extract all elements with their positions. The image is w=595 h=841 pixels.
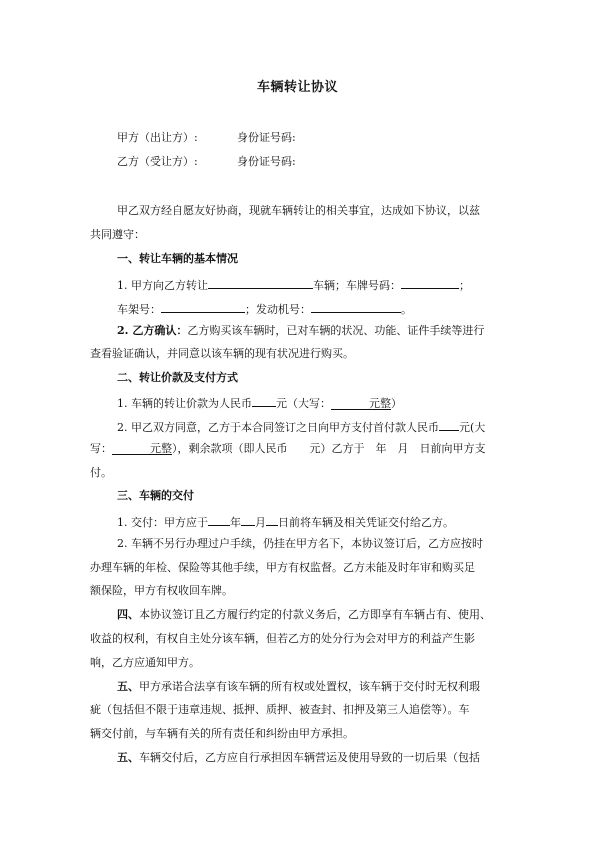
s2-p2-text-e: ），剩余款项（即人民币 元）乙方于 年 月 日前向甲方支 — [172, 442, 486, 455]
document-title: 车辆转让协议 — [256, 80, 338, 95]
s2-p1-text-b: 元（大写： — [276, 397, 331, 410]
s5-line-2: 疵（包括但不限于违章违规、抵押、质押、被查封、扣押及第三人追偿等）。车 — [90, 703, 470, 716]
s2-p1-text-c: 元整 — [369, 397, 391, 410]
party-a-label: 甲方（出让方）: — [117, 131, 198, 144]
s1-p1-line-2 — [117, 300, 510, 317]
s3-p1-text-a: 1. 交付：甲方应于 — [117, 516, 208, 529]
s2-p2-text-a: 2. 甲乙双方同意，乙方于本合同签订之日向甲方支付首付款人民币 — [117, 421, 439, 434]
s1-p1-text-a: 1. 甲方向乙方转让 — [117, 279, 208, 292]
s2-p2-text-b: 元(大 — [459, 421, 486, 434]
s4-text: 本协议签订且乙方履行约定的付款义务后，乙方即享有车辆占有、使用、 — [139, 608, 491, 621]
s2-p2-text-d: 元整 — [150, 442, 172, 455]
blank-price[interactable] — [252, 394, 276, 407]
blank-day[interactable] — [266, 513, 278, 526]
s4-line-2: 收益的权利，有权自主处分该车辆，但若乙方的处分行为会对甲方的利益产生影 — [90, 632, 475, 645]
s5-bold: 五、 — [117, 680, 139, 693]
blank-vehicle[interactable] — [208, 276, 313, 289]
s1-p2-line-1 — [117, 324, 510, 338]
blank-vin[interactable] — [161, 300, 245, 313]
s2-p2-line-2 — [90, 442, 510, 456]
s2-p2-line-3: 付。 — [90, 466, 112, 479]
blank-price-words[interactable] — [331, 397, 391, 410]
s1-p1-text-d: 车架号： — [117, 303, 161, 316]
section-2-heading: 二、转让价款及支付方式 — [117, 371, 238, 384]
party-a-id-label: 身份证号码: — [237, 131, 296, 144]
section-1-heading: 一、转让车辆的基本情况 — [117, 252, 238, 265]
s4-bold: 四、 — [117, 608, 139, 621]
s1-p2-bold: 2. 乙方确认： — [117, 324, 188, 337]
s1-p2-line-2: 查看验证确认，并同意以该车辆的现有状况进行购买。 — [90, 347, 354, 360]
s5-line-1 — [117, 680, 510, 694]
s2-p1-line — [117, 394, 510, 411]
s5-line-3: 辆交付前，与车辆有关的所有责任和纠纷由甲方承担。 — [90, 727, 354, 740]
blank-down-payment[interactable] — [439, 418, 459, 431]
s1-p1-text-c: ； — [459, 279, 470, 292]
intro-line-2: 共同遵守： — [90, 228, 145, 241]
s1-p1-text-e: ；发动机号： — [245, 303, 311, 316]
s5-text: 甲方承诺合法享有该车辆的所有权或处置权，该车辆于交付时无权利瑕 — [139, 680, 480, 693]
s6-line-1 — [117, 751, 510, 765]
s1-p1-line-1 — [117, 276, 510, 293]
s2-p2-line-1 — [117, 418, 510, 435]
s4-line-1 — [117, 608, 510, 622]
s3-p1-text-b: 年 — [230, 516, 241, 529]
s3-p2-line-3: 额保险，甲方有权收回车牌。 — [90, 584, 233, 597]
party-b-id-label: 身份证号码: — [237, 155, 296, 168]
blank-year[interactable] — [208, 513, 230, 526]
blank-engine-number[interactable] — [311, 300, 401, 313]
blank-plate-number[interactable] — [401, 276, 459, 289]
s3-p1-text-d: 日前将车辆及相关凭证交付给乙方。 — [278, 516, 454, 529]
s3-p1-line — [117, 513, 510, 530]
s1-p2-text: 乙方购买该车辆时，已对车辆的状况、功能、证件手续等进行 — [187, 324, 485, 337]
s3-p2-line-2: 办理车辆的年检、保险等其他手续，甲方有权监督。乙方未能及时年审和购买足 — [90, 561, 475, 574]
s6-text: 车辆交付后，乙方应自行承担因车辆营运及使用导致的一切后果（包括 — [139, 751, 480, 764]
party-b-line — [117, 155, 510, 169]
s2-p1-text-d: ） — [391, 397, 402, 410]
s2-p2-text-c: 写： — [90, 442, 112, 455]
s1-p1-text-b: 车辆；车牌号码： — [313, 279, 401, 292]
s4-line-3: 响，乙方应通知甲方。 — [90, 656, 200, 669]
party-b-label: 乙方（受让方）: — [117, 155, 198, 168]
s3-p2-line-1: 2. 车辆不另行办理过户手续，仍挂在甲方名下，本协议签订后，乙方应按时 — [117, 537, 483, 550]
blank-month[interactable] — [241, 513, 255, 526]
intro-line-1: 甲乙双方经自愿友好协商，现就车辆转让的相关事宜，达成如下协议，以兹 — [117, 204, 480, 217]
s2-p1-text-a: 1. 车辆的转让价款为人民币 — [117, 397, 252, 410]
s6-bold: 五、 — [117, 751, 139, 764]
s3-p1-text-c: 月 — [255, 516, 266, 529]
s1-p1-text-f: 。 — [401, 303, 412, 316]
party-a-line — [117, 131, 510, 145]
blank-down-payment-words[interactable] — [112, 442, 172, 455]
section-3-heading: 三、车辆的交付 — [117, 489, 194, 502]
